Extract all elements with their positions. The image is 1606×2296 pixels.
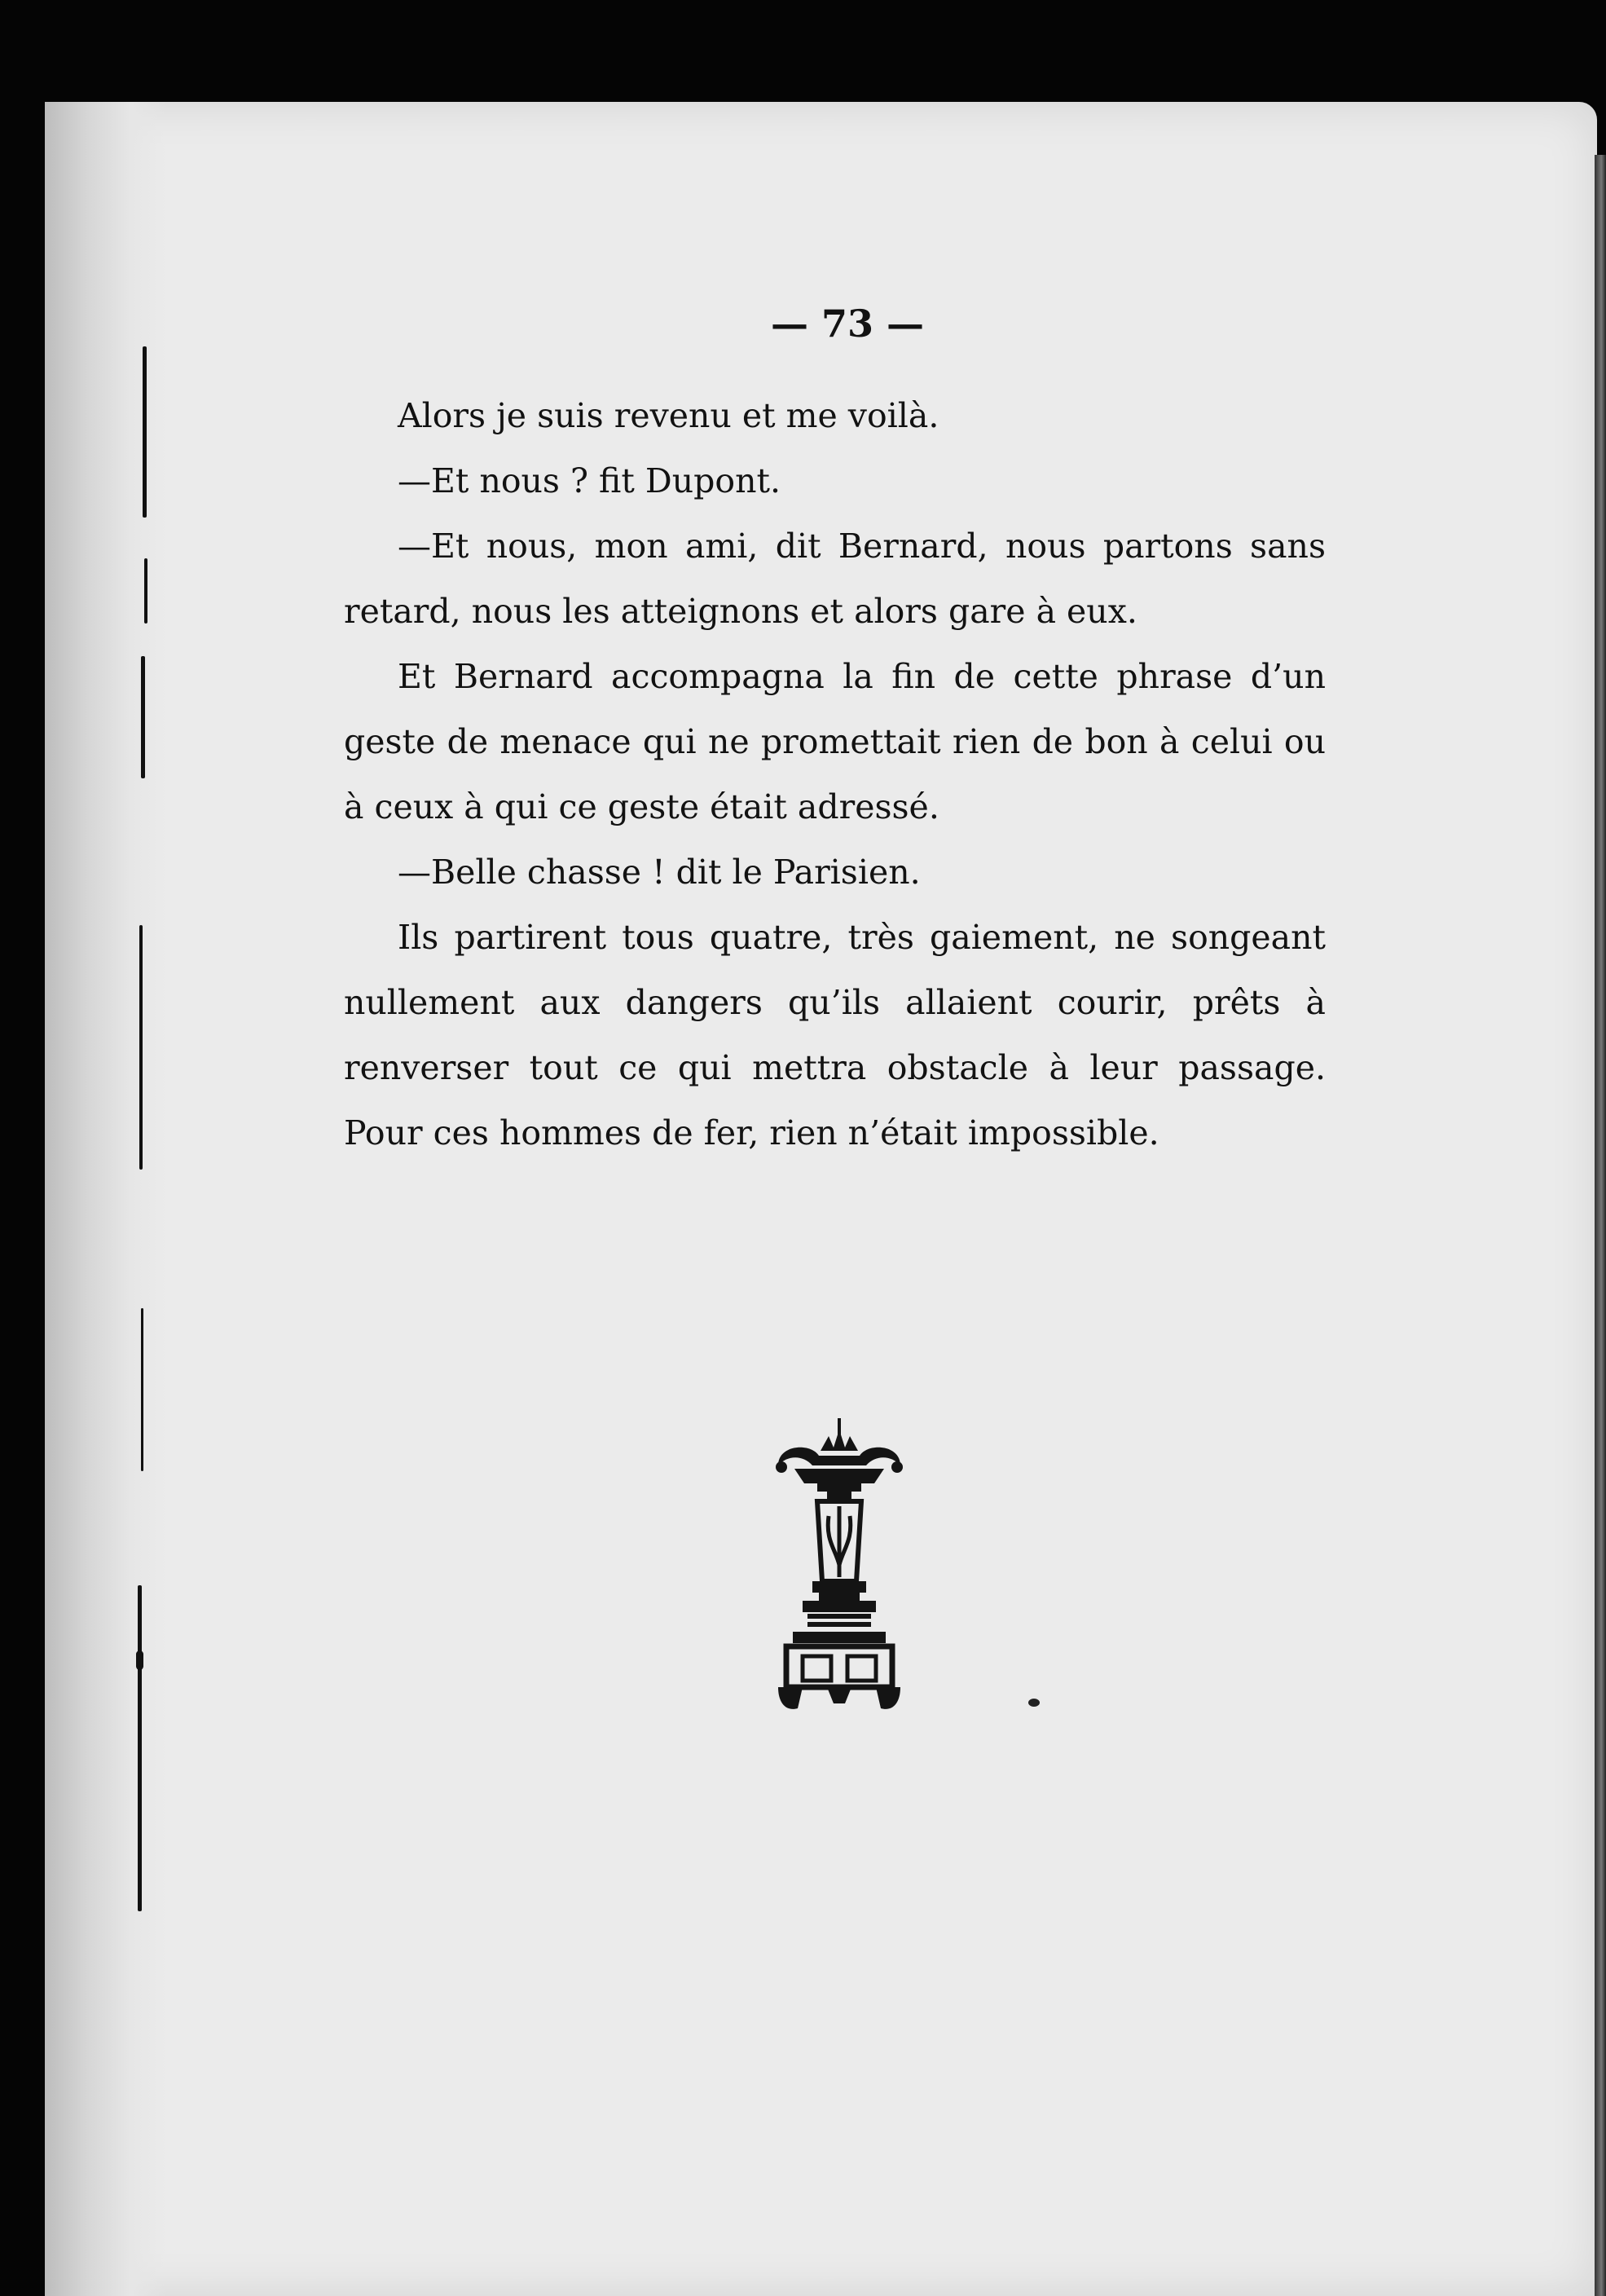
vignette-ornament-icon [770, 1418, 909, 1720]
gutter-shadow-mark [141, 656, 145, 778]
paragraph: —Et nous, mon ami, dit Bernard, nous partons sans retard, nous les atteignons et alors gare à eux. [344, 527, 1326, 631]
gutter-shadow-mark [144, 558, 147, 624]
gutter-shadow-mark [141, 1308, 143, 1471]
page-number: — 73 — [770, 302, 925, 346]
gutter-shadow-mark [139, 925, 143, 1170]
next-page-edge [1595, 155, 1606, 2296]
gutter-shadow-mark [138, 1585, 142, 1911]
paragraph: —Et nous ? fit Dupont. [398, 461, 781, 500]
ink-speck [1028, 1699, 1040, 1707]
paragraph: Et Bernard accompagna la fin de cette phrase d’un geste de menace qui ne promettait rien de bon à celui ou à ceux à qui ce geste était adressé. [344, 657, 1326, 826]
book-gutter [45, 102, 167, 2296]
gutter-shadow-mark [143, 346, 147, 518]
page-body [344, 383, 1326, 1166]
paragraph: —Belle chasse ! dit le Parisien. [398, 853, 921, 892]
gutter-shadow-mark [136, 1650, 143, 1670]
paragraph: Ils partirent tous quatre, très gaiement, ne songeant nullement aux dangers qu’ils allaient courir, prêts à renverser tout ce qui mettra obstacle à leur passage. Pour ces hommes de fer, rien n’était impossible. [344, 918, 1326, 1152]
paragraph: Alors je suis revenu et me voilà. [398, 396, 939, 435]
